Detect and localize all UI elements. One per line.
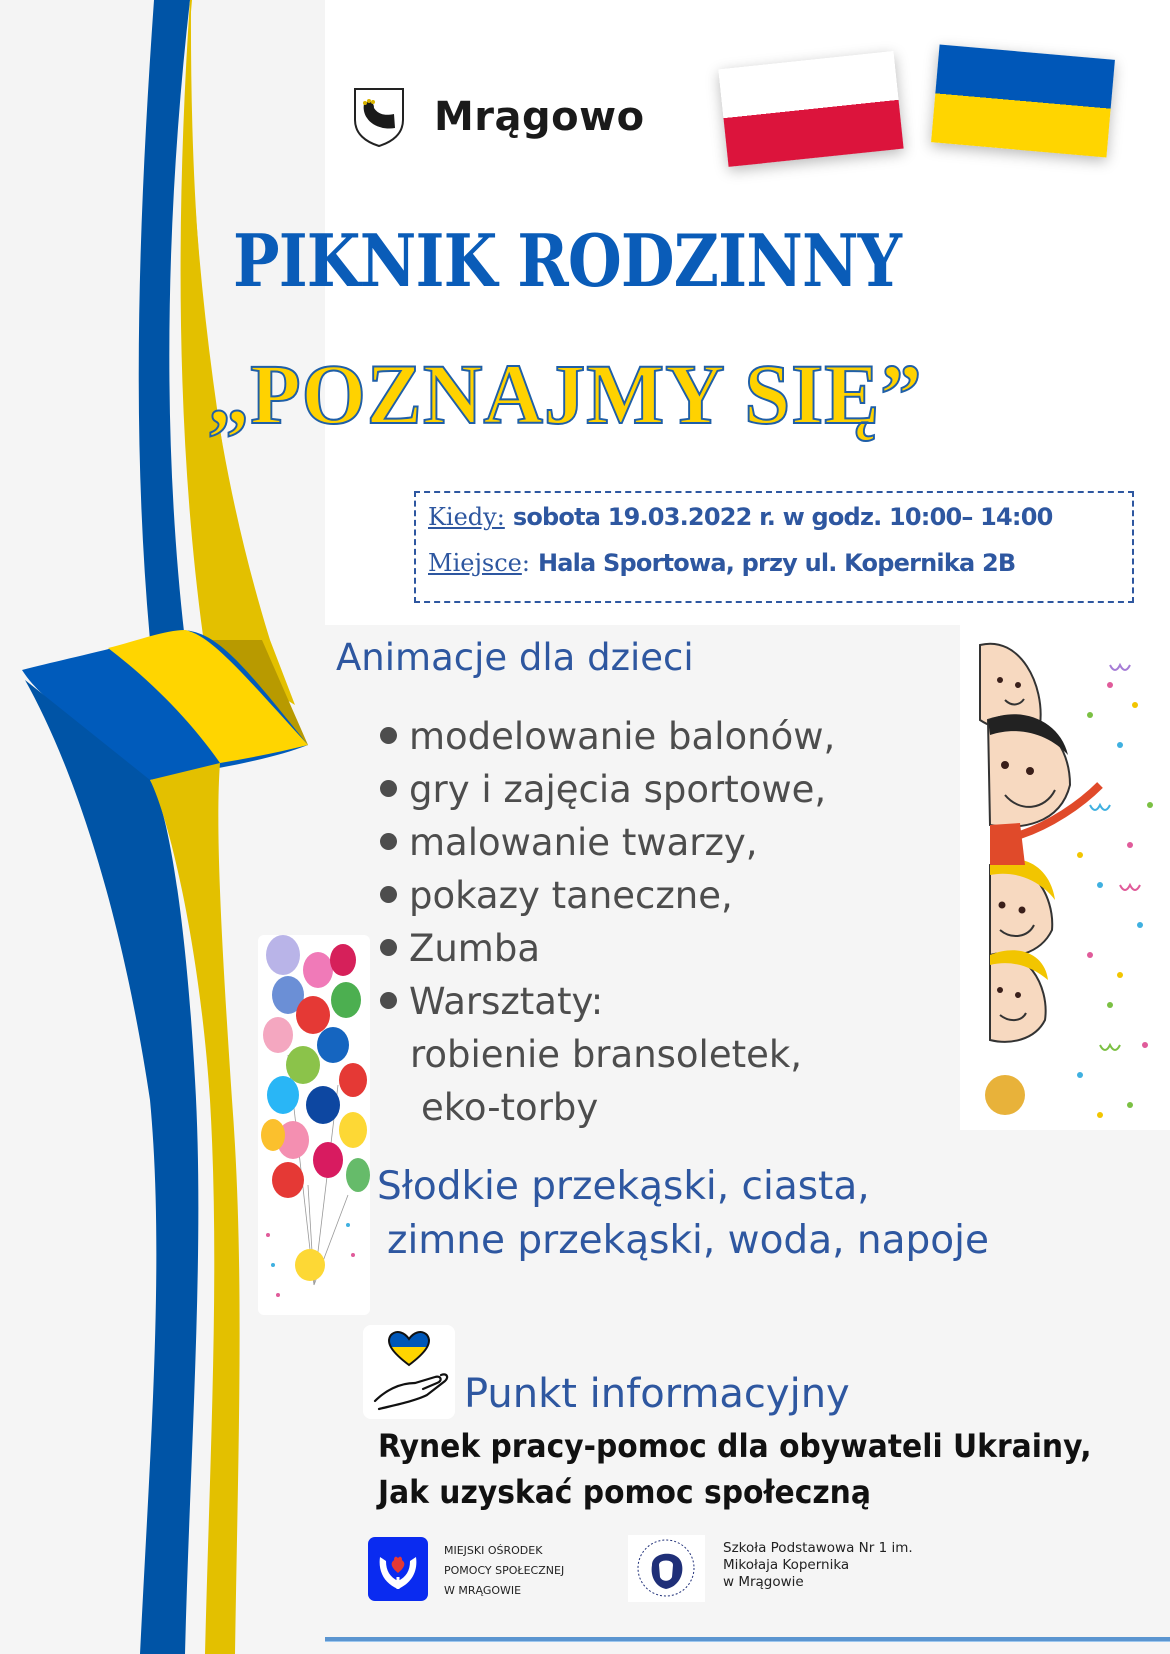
bullet-icon: [380, 992, 397, 1009]
workshop-item: robienie bransoletek,: [410, 1033, 803, 1076]
school-name: Szkoła Podstawowa Nr 1 im. Mikołaja Kopernika w Mrągowie: [723, 1540, 913, 1590]
event-subtitle: „POZNAJMY SIĘ”: [208, 346, 923, 442]
event-title: PIKNIK RODZINNY: [233, 218, 902, 303]
bottom-divider: [325, 1637, 1170, 1642]
info-point-line: Jak uzyskać pomoc społeczną: [378, 1473, 871, 1511]
where-label: Miejsce: [428, 549, 522, 577]
kids-peeking-illustration: [960, 625, 1170, 1130]
where-row: [428, 549, 1122, 595]
snacks-line: Słodkie przekąski, ciasta,: [377, 1164, 870, 1209]
school-logo: [628, 1535, 705, 1602]
copernicus-seal-icon: [628, 1535, 705, 1602]
balloons-illustration: [258, 935, 370, 1315]
bullet-icon: [380, 833, 397, 850]
activity-item: Zumba: [380, 922, 835, 975]
snacks-section: [377, 1160, 989, 1268]
activity-item: Warsztaty:: [380, 975, 835, 1028]
where-value: Hala Sportowa, przy ul. Kopernika 2B: [537, 549, 1016, 577]
workshop-item: eko-torby: [421, 1086, 599, 1129]
caring-hands-icon: [368, 1537, 428, 1601]
when-row: [428, 503, 1122, 549]
info-point-line: Rynek pracy-pomoc dla obywateli Ukrainy,: [378, 1427, 1092, 1465]
poland-flag: [718, 51, 903, 167]
event-details-box: [414, 491, 1134, 603]
info-point-heading: Punkt informacyjny: [464, 1371, 850, 1417]
info-point-description: [378, 1423, 1091, 1515]
activity-item: gry i zajęcia sportowe,: [380, 763, 835, 816]
mops-logo: [368, 1537, 428, 1601]
animations-heading: Animacje dla dzieci: [336, 636, 694, 679]
activities-list: [380, 710, 835, 1134]
city-logo: [352, 86, 645, 148]
activity-item: modelowanie balonów,: [380, 710, 835, 763]
city-name: Mrągowo: [434, 94, 645, 140]
bullet-icon: [380, 939, 397, 956]
bullet-icon: [380, 727, 397, 744]
bullet-icon: [380, 886, 397, 903]
help-icon-box: [363, 1325, 455, 1419]
where-colon: :: [521, 549, 530, 577]
snacks-line: zimne przekąski, woda, napoje: [387, 1218, 989, 1263]
when-label: Kiedy:: [428, 503, 505, 531]
activity-item: malowanie twarzy,: [380, 816, 835, 869]
heart-in-hand-icon: [363, 1325, 455, 1419]
bullet-icon: [380, 780, 397, 797]
ukraine-flag: [931, 45, 1115, 158]
activity-item: pokazy taneczne,: [380, 869, 835, 922]
mops-name: MIEJSKI OŚRODEK POMOCY SPOŁECZNEJ W MRĄGOWIE: [444, 1544, 565, 1597]
when-value: sobota 19.03.2022 r. w godz. 10:00– 14:00: [512, 503, 1053, 531]
city-crest-icon: [352, 86, 406, 148]
